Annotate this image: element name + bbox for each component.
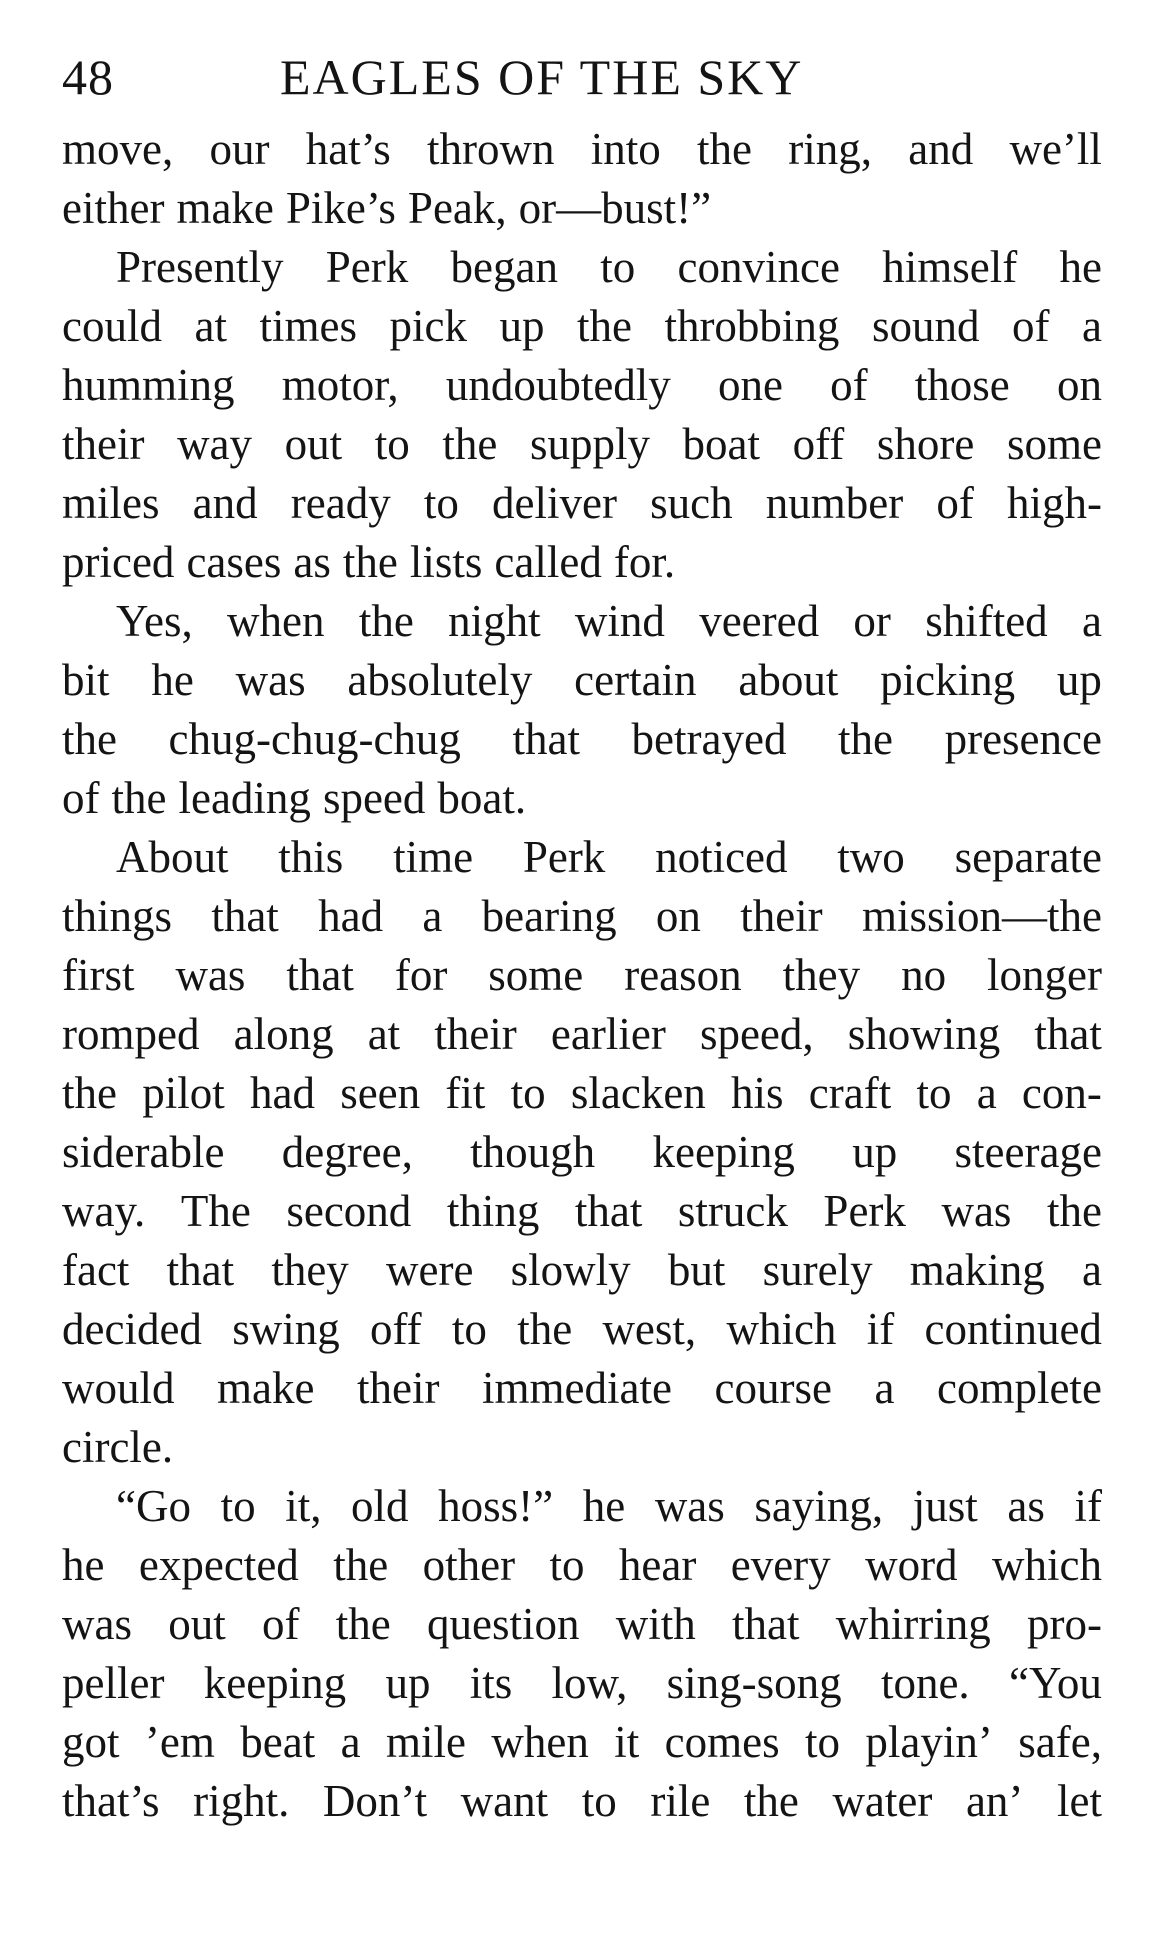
word: to	[451, 1304, 487, 1354]
word: to	[581, 1776, 617, 1826]
word: slowly	[510, 1245, 631, 1295]
word: circle.	[62, 1422, 174, 1472]
word: to	[916, 1068, 952, 1118]
word: out	[168, 1599, 226, 1649]
text-line	[62, 474, 1102, 533]
text-line	[62, 533, 1102, 592]
word: making	[909, 1245, 1045, 1295]
word: hear	[618, 1540, 697, 1590]
word: water	[832, 1776, 933, 1826]
word: and	[908, 124, 974, 174]
word: the	[62, 714, 117, 764]
word: hoss!”	[438, 1481, 554, 1531]
word: their	[62, 419, 145, 469]
word: craft	[808, 1068, 892, 1118]
text-line	[62, 238, 1102, 297]
word: convince	[677, 242, 840, 292]
word: low,	[551, 1658, 628, 1708]
text-line	[62, 1418, 1102, 1477]
word: expected	[138, 1540, 299, 1590]
word: to	[374, 419, 410, 469]
word: as	[1007, 1481, 1045, 1531]
text-line	[62, 1241, 1102, 1300]
word: miles	[62, 478, 160, 528]
word: every	[730, 1540, 831, 1590]
word: speed,	[699, 1009, 814, 1059]
word: playin’	[865, 1717, 993, 1767]
word: struck	[677, 1186, 788, 1236]
page-header	[62, 40, 1102, 114]
word: Peak,	[407, 183, 507, 233]
text-line	[62, 1772, 1102, 1831]
word: priced	[62, 537, 175, 587]
word: had	[249, 1068, 315, 1118]
word: boat.	[437, 773, 527, 823]
word: that	[286, 950, 354, 1000]
word: up	[385, 1658, 431, 1708]
word: let	[1057, 1776, 1102, 1826]
word: was	[175, 950, 246, 1000]
word: up	[1056, 655, 1102, 705]
word: surely	[762, 1245, 873, 1295]
text-line	[62, 179, 1102, 238]
text-line	[62, 651, 1102, 710]
word: second	[286, 1186, 412, 1236]
word: About	[116, 832, 229, 882]
word: word	[865, 1540, 958, 1590]
word: Presently	[116, 242, 284, 292]
word: was	[654, 1481, 725, 1531]
word: immediate	[482, 1363, 672, 1413]
word: up	[852, 1127, 898, 1177]
word: motor,	[281, 360, 399, 410]
word: his	[731, 1068, 784, 1118]
word: began	[450, 242, 558, 292]
word: wind	[574, 596, 665, 646]
word: tone.	[880, 1658, 970, 1708]
text-line	[62, 1005, 1102, 1064]
word: the	[1046, 1186, 1102, 1236]
word: shore	[876, 419, 975, 469]
word: a	[340, 1717, 361, 1767]
word: complete	[936, 1363, 1102, 1413]
word: of	[936, 478, 974, 528]
word: to	[220, 1481, 256, 1531]
word: noticed	[655, 832, 788, 882]
word: undoubtedly	[445, 360, 671, 410]
word: as	[293, 537, 331, 587]
word: number	[765, 478, 904, 528]
word: their	[434, 1009, 517, 1059]
word: supply	[529, 419, 650, 469]
word: rile	[650, 1776, 711, 1826]
word: the	[342, 537, 398, 587]
word: on	[1056, 360, 1102, 410]
text-line	[62, 887, 1102, 946]
running-title: EAGLES OF THE SKY	[280, 49, 804, 105]
text-line	[62, 1536, 1102, 1595]
word: either	[62, 183, 165, 233]
word: picking	[880, 655, 1016, 705]
word: of	[262, 1599, 300, 1649]
word: such	[650, 478, 733, 528]
word: that	[512, 714, 580, 764]
word: off	[369, 1304, 422, 1354]
word: they	[271, 1245, 349, 1295]
word: called	[494, 537, 602, 587]
word: bearing	[481, 891, 617, 941]
word: which	[991, 1540, 1102, 1590]
word: would	[62, 1363, 175, 1413]
word: to	[549, 1540, 585, 1590]
word: about	[738, 655, 839, 705]
word: seen	[340, 1068, 421, 1118]
text-line	[62, 1654, 1102, 1713]
word: he	[151, 655, 194, 705]
text-line	[62, 1477, 1102, 1536]
word: an’	[965, 1776, 1024, 1826]
word: peller	[62, 1658, 165, 1708]
word: Don’t	[322, 1776, 428, 1826]
word: con-	[1021, 1068, 1102, 1118]
word: whirring	[835, 1599, 991, 1649]
word: “You	[1008, 1658, 1102, 1708]
word: Perk	[823, 1186, 906, 1236]
text-line	[62, 356, 1102, 415]
text-line	[62, 1713, 1102, 1772]
word: for	[394, 950, 448, 1000]
word: Yes,	[116, 596, 193, 646]
word: romped	[62, 1009, 200, 1059]
word: that	[211, 891, 279, 941]
word: got	[62, 1717, 120, 1767]
word: showing	[847, 1009, 1001, 1059]
word: the	[576, 301, 632, 351]
word: thing	[446, 1186, 540, 1236]
word: which	[726, 1304, 837, 1354]
word: himself	[882, 242, 1018, 292]
word: siderable	[62, 1127, 225, 1177]
text-line	[62, 769, 1102, 828]
word: of	[62, 773, 100, 823]
word: just	[912, 1481, 978, 1531]
word: off	[792, 419, 845, 469]
word: speed	[322, 773, 426, 823]
word: on	[655, 891, 701, 941]
word: into	[590, 124, 661, 174]
word: way	[177, 419, 253, 469]
word: keeping	[652, 1127, 795, 1177]
word: for.	[613, 537, 676, 587]
word: The	[180, 1186, 251, 1236]
word: they	[782, 950, 861, 1000]
word: to	[805, 1717, 841, 1767]
text-line	[62, 946, 1102, 1005]
text-line	[62, 1182, 1102, 1241]
word: at	[194, 301, 227, 351]
book-page	[62, 40, 1102, 1900]
word: cases	[186, 537, 282, 587]
word: or—bust!”	[518, 183, 712, 233]
word: fit	[445, 1068, 486, 1118]
word: keeping	[203, 1658, 347, 1708]
text-line	[62, 297, 1102, 356]
word: high-	[1006, 478, 1102, 528]
word: the	[517, 1304, 573, 1354]
word: their	[740, 891, 823, 941]
word: that	[1034, 1009, 1102, 1059]
word: way.	[62, 1186, 146, 1236]
word: Perk	[522, 832, 606, 882]
text-line	[62, 1123, 1102, 1182]
word: pilot	[142, 1068, 225, 1118]
word: of	[830, 360, 868, 410]
word: a	[1081, 301, 1102, 351]
word: he	[62, 1540, 105, 1590]
word: at	[367, 1009, 401, 1059]
word: mission—the	[861, 891, 1102, 941]
word: sound	[871, 301, 980, 351]
word: saying,	[754, 1481, 884, 1531]
word: leading	[178, 773, 311, 823]
word: boat	[682, 419, 761, 469]
word: hat’s	[305, 124, 391, 174]
word: or	[853, 596, 891, 646]
word: could	[62, 301, 162, 351]
word: chug-chug-chug	[168, 714, 461, 764]
word: this	[278, 832, 344, 882]
word: had	[318, 891, 384, 941]
word: mile	[385, 1717, 466, 1767]
word: to	[423, 478, 459, 528]
word: throbbing	[664, 301, 840, 351]
word: a	[1081, 596, 1102, 646]
word: he	[1059, 242, 1102, 292]
word: up	[499, 301, 545, 351]
word: slacken	[570, 1068, 706, 1118]
word: time	[393, 832, 474, 882]
word: along	[233, 1009, 334, 1059]
word: we’ll	[1009, 124, 1102, 174]
word: the	[743, 1776, 799, 1826]
word: ’em	[144, 1717, 215, 1767]
body-text	[62, 120, 1102, 1831]
word: make	[217, 1363, 315, 1413]
word: our	[209, 124, 270, 174]
word: make	[176, 183, 274, 233]
word: no	[901, 950, 947, 1000]
word: Pike’s	[285, 183, 396, 233]
word: that	[166, 1245, 235, 1295]
text-line	[62, 710, 1102, 769]
word: things	[62, 891, 173, 941]
text-line	[62, 415, 1102, 474]
word: want	[460, 1776, 549, 1826]
word: bit	[62, 655, 110, 705]
word: “Go	[116, 1481, 191, 1531]
word: old	[351, 1481, 409, 1531]
word: first	[62, 950, 135, 1000]
word: thrown	[426, 124, 555, 174]
word: west,	[602, 1304, 697, 1354]
word: the	[358, 596, 414, 646]
text-line	[62, 828, 1102, 887]
word: pro-	[1026, 1599, 1102, 1649]
word: it	[614, 1717, 640, 1767]
word: that	[732, 1599, 800, 1649]
word: ring,	[788, 124, 872, 174]
word: course	[714, 1363, 832, 1413]
word: the	[442, 419, 498, 469]
word: certain	[574, 655, 697, 705]
word: beat	[240, 1717, 316, 1767]
word: a	[976, 1068, 997, 1118]
text-line	[62, 1359, 1102, 1418]
word: if	[1074, 1481, 1102, 1531]
word: move,	[62, 124, 174, 174]
word: and	[192, 478, 258, 528]
word: safe,	[1018, 1717, 1102, 1767]
page-number: 48	[62, 49, 114, 105]
word: earlier	[550, 1009, 666, 1059]
word: some	[1006, 419, 1102, 469]
word: some	[488, 950, 584, 1000]
word: humming	[62, 360, 235, 410]
word: fact	[62, 1245, 130, 1295]
word: Perk	[325, 242, 409, 292]
word: veered	[699, 596, 820, 646]
word: though	[470, 1127, 596, 1177]
word: it,	[285, 1481, 322, 1531]
word: but	[667, 1245, 726, 1295]
word: if	[866, 1304, 895, 1354]
word: separate	[954, 832, 1102, 882]
word: ready	[290, 478, 391, 528]
word: question	[426, 1599, 580, 1649]
word: its	[469, 1658, 513, 1708]
word: swing	[232, 1304, 340, 1354]
word: two	[837, 832, 905, 882]
word: of	[1011, 301, 1050, 351]
word: betrayed	[631, 714, 787, 764]
word: night	[448, 596, 541, 646]
word: out	[284, 419, 343, 469]
word: that’s	[62, 1776, 160, 1826]
word: the	[111, 773, 167, 823]
text-line	[62, 120, 1102, 179]
word: comes	[664, 1717, 780, 1767]
word: continued	[924, 1304, 1102, 1354]
word: shifted	[925, 596, 1048, 646]
word: times	[259, 301, 357, 351]
text-line	[62, 592, 1102, 651]
word: those	[914, 360, 1010, 410]
word: reason	[624, 950, 742, 1000]
word: when	[227, 596, 325, 646]
word: a	[1081, 1245, 1102, 1295]
word: a	[422, 891, 443, 941]
word: longer	[987, 950, 1102, 1000]
word: decided	[62, 1304, 202, 1354]
word: absolutely	[347, 655, 533, 705]
word: other	[422, 1540, 516, 1590]
word: lists	[409, 537, 483, 587]
word: their	[357, 1363, 440, 1413]
word: that	[574, 1186, 643, 1236]
word: was	[62, 1599, 132, 1649]
word: right.	[193, 1776, 290, 1826]
text-line	[62, 1595, 1102, 1654]
word: was	[941, 1186, 1012, 1236]
word: the	[62, 1068, 117, 1118]
word: to	[510, 1068, 546, 1118]
word: steerage	[954, 1127, 1102, 1177]
word: were	[386, 1245, 474, 1295]
word: one	[717, 360, 783, 410]
word: degree,	[281, 1127, 413, 1177]
word: to	[600, 242, 636, 292]
word: the	[335, 1599, 391, 1649]
word: the	[697, 124, 752, 174]
text-line	[62, 1064, 1102, 1123]
word: with	[615, 1599, 696, 1649]
word: the	[838, 714, 894, 764]
word: the	[333, 1540, 389, 1590]
word: when	[491, 1717, 589, 1767]
word: was	[235, 655, 306, 705]
word: pick	[389, 301, 467, 351]
word: sing-song	[666, 1658, 842, 1708]
word: deliver	[492, 478, 617, 528]
word: he	[582, 1481, 626, 1531]
word: a	[874, 1363, 895, 1413]
word: presence	[944, 714, 1102, 764]
text-line	[62, 1300, 1102, 1359]
